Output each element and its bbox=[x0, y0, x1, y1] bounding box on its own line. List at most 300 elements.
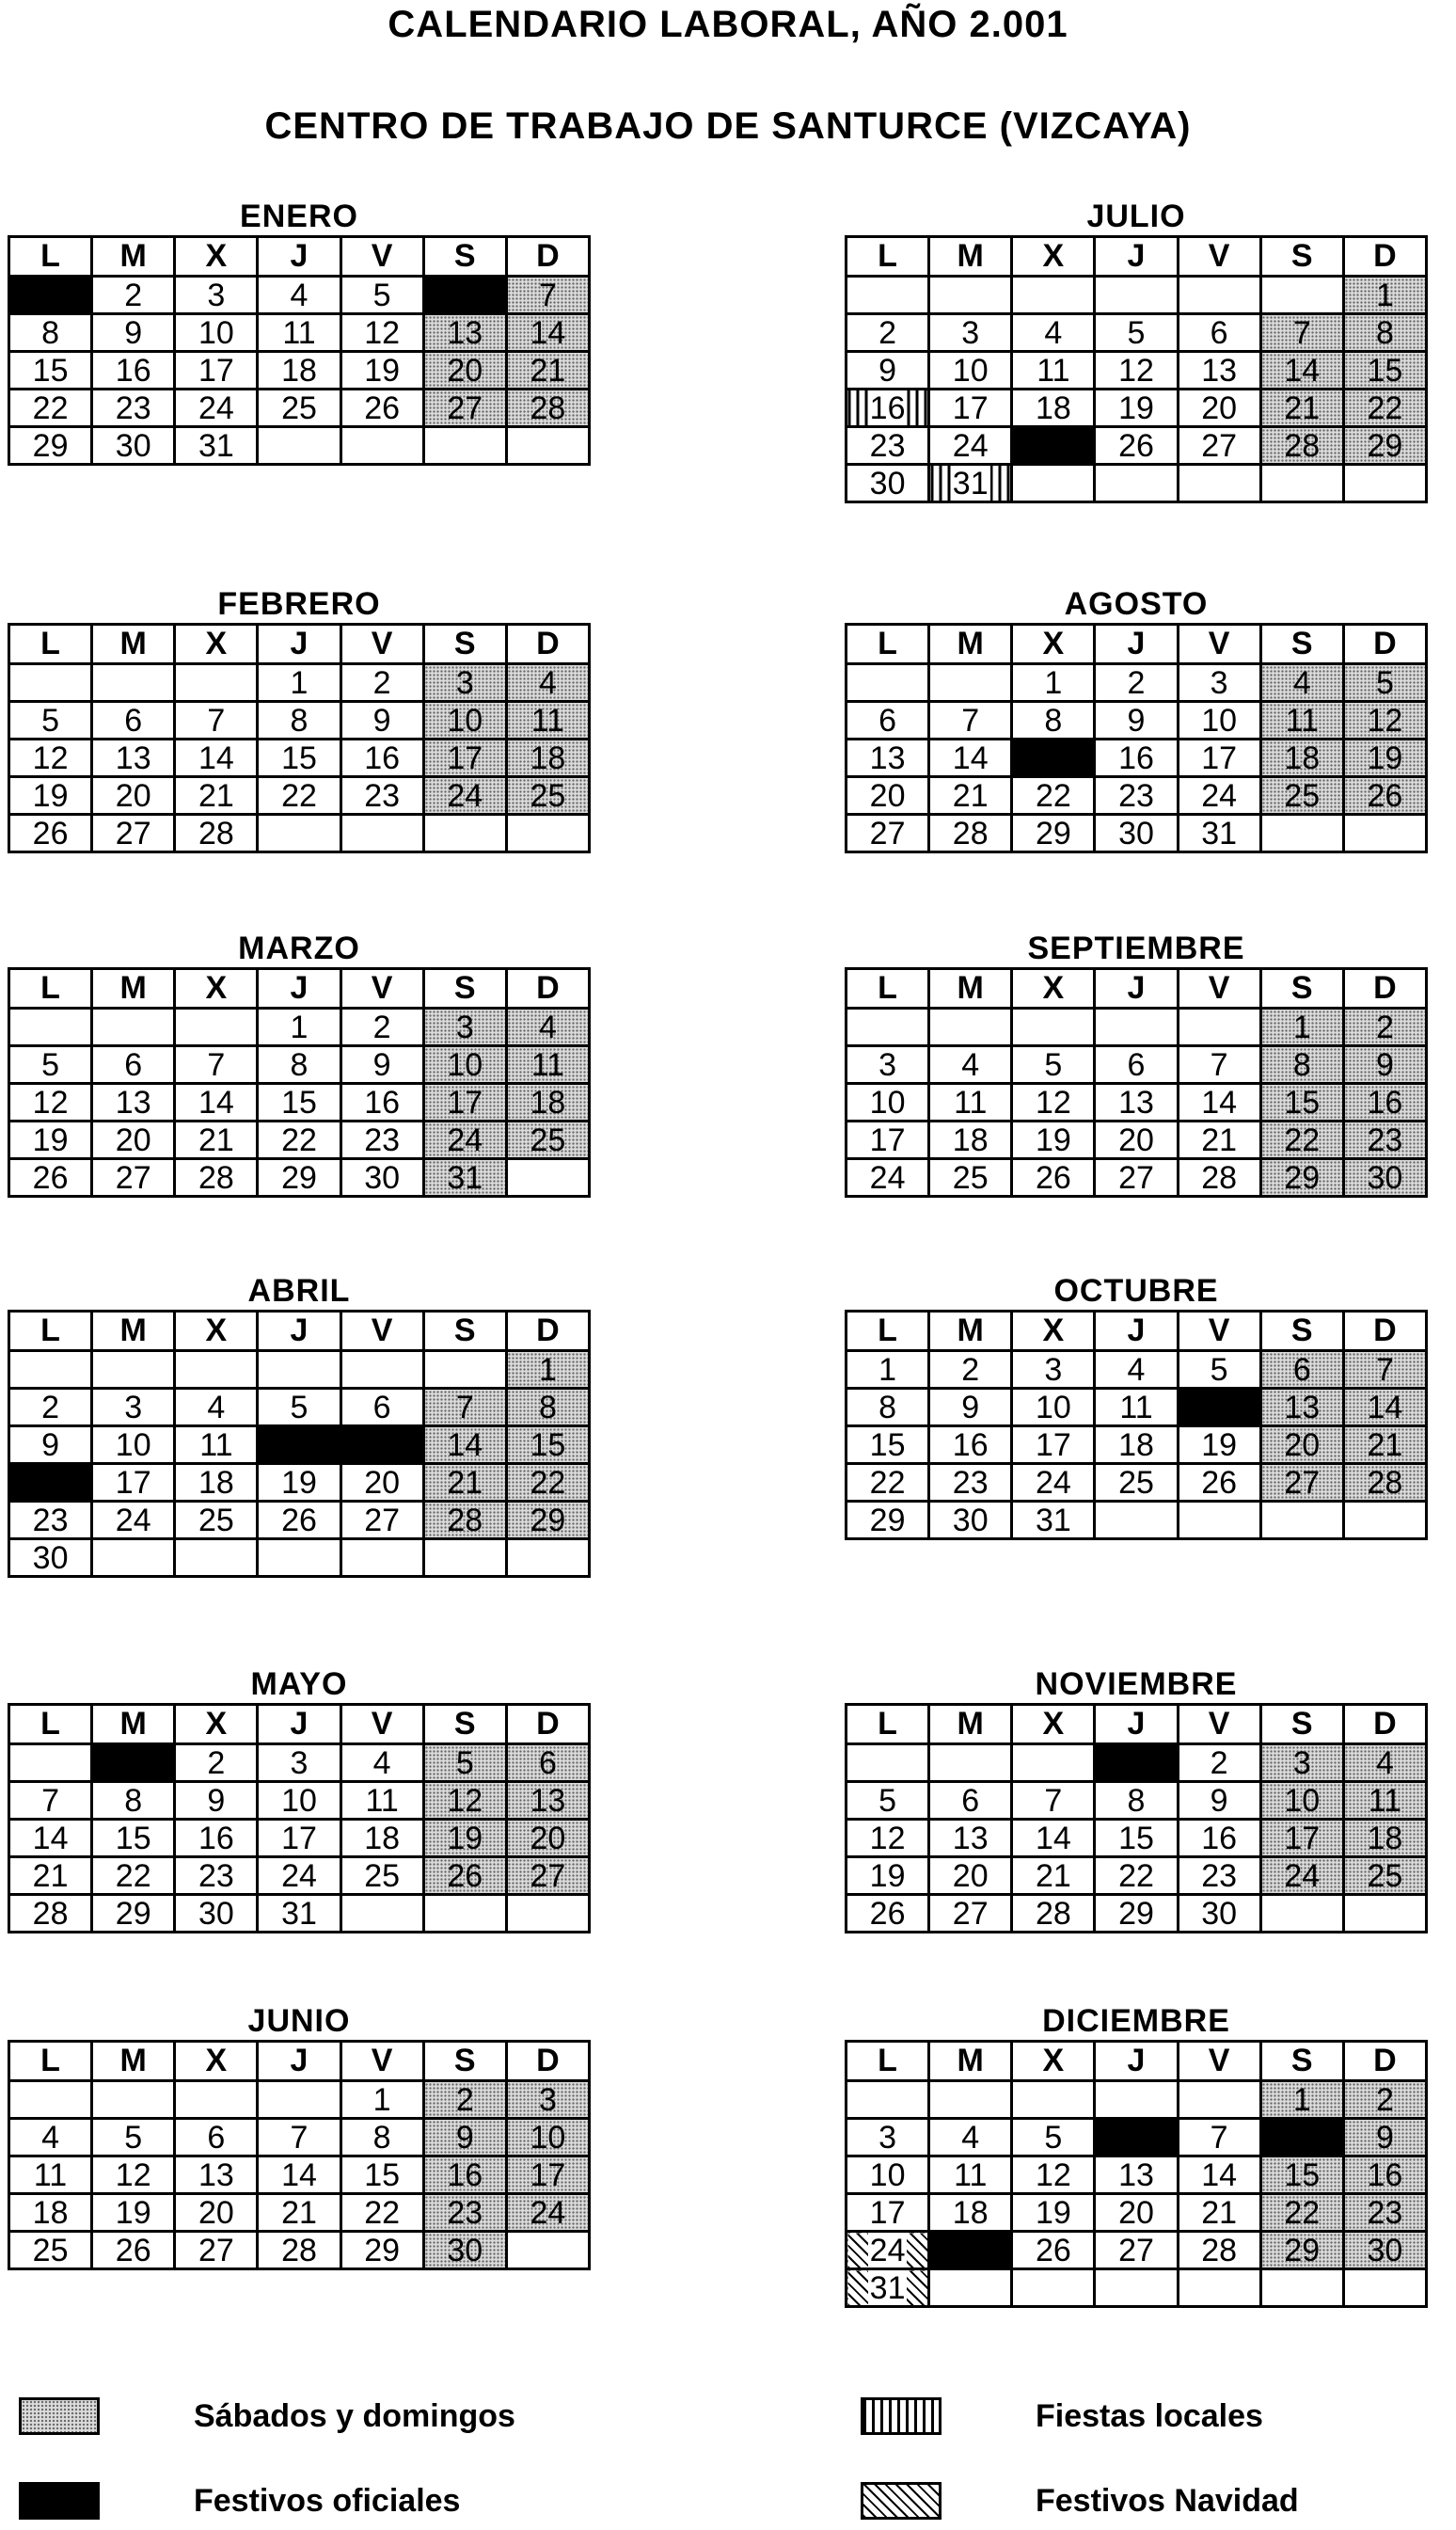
day-cell: 22 bbox=[258, 1122, 340, 1159]
weekday-header: M bbox=[92, 1705, 175, 1744]
day-cell: 21 bbox=[9, 1857, 92, 1895]
day-cell: 19 bbox=[9, 1122, 92, 1159]
empty-day-cell bbox=[175, 2081, 258, 2119]
weekday-header: X bbox=[1012, 625, 1095, 664]
day-cell: 12 bbox=[1012, 2156, 1095, 2194]
empty-day-cell bbox=[340, 427, 423, 465]
month-calendar-febrero bbox=[8, 585, 591, 853]
day-cell: 14 bbox=[9, 1820, 92, 1857]
day-cell: 11 bbox=[1095, 1389, 1178, 1426]
day-number: 31 bbox=[869, 2269, 906, 2306]
day-cell: 10 bbox=[92, 1426, 175, 1464]
empty-day-cell bbox=[1260, 2269, 1343, 2307]
month-name: FEBRERO bbox=[217, 586, 381, 622]
week-row bbox=[847, 314, 1427, 352]
weekday-header: V bbox=[340, 625, 423, 664]
weekday-header: L bbox=[9, 969, 92, 1009]
day-cell: 31 bbox=[258, 1895, 340, 1933]
month-table bbox=[845, 235, 1428, 503]
empty-day-cell bbox=[92, 1351, 175, 1389]
week-row bbox=[847, 2081, 1427, 2119]
week-row bbox=[9, 1464, 590, 1502]
day-cell: 12 bbox=[1012, 1084, 1095, 1122]
day-cell: 13 bbox=[175, 2156, 258, 2194]
week-row bbox=[847, 2194, 1427, 2232]
day-cell: 20 bbox=[1178, 390, 1260, 427]
week-row bbox=[9, 1895, 590, 1933]
weekday-header: L bbox=[9, 625, 92, 664]
day-cell: 10 bbox=[847, 1084, 929, 1122]
day-cell: 5 bbox=[92, 2119, 175, 2156]
weekend-day-cell: 9 bbox=[423, 2119, 506, 2156]
week-row bbox=[847, 1389, 1427, 1426]
week-row bbox=[847, 1046, 1427, 1084]
day-cell: 20 bbox=[92, 777, 175, 815]
weekday-header: V bbox=[1178, 969, 1260, 1009]
week-row bbox=[9, 1539, 590, 1577]
month-name: NOVIEMBRE bbox=[1035, 1666, 1238, 1702]
weekday-header: L bbox=[9, 2042, 92, 2081]
weekday-header: D bbox=[506, 625, 589, 664]
day-cell: 13 bbox=[1095, 1084, 1178, 1122]
day-cell: 17 bbox=[1012, 1426, 1095, 1464]
weekday-header: X bbox=[1012, 969, 1095, 1009]
day-cell: 19 bbox=[92, 2194, 175, 2232]
weekday-header: V bbox=[340, 2042, 423, 2081]
week-row bbox=[847, 2156, 1427, 2194]
week-row bbox=[9, 2156, 590, 2194]
day-cell: 2 bbox=[9, 1389, 92, 1426]
weekday-header: V bbox=[340, 237, 423, 277]
week-row bbox=[9, 1389, 590, 1426]
day-cell: 13 bbox=[1095, 2156, 1178, 2194]
weekend-day-cell: 15 bbox=[506, 1426, 589, 1464]
weekend-day-cell: 26 bbox=[423, 1857, 506, 1895]
week-row bbox=[847, 1857, 1427, 1895]
day-cell: 18 bbox=[258, 352, 340, 390]
weekend-day-cell: 27 bbox=[423, 390, 506, 427]
day-cell: 9 bbox=[340, 702, 423, 740]
weekday-header: V bbox=[340, 1312, 423, 1351]
day-cell: 18 bbox=[1095, 1426, 1178, 1464]
day-cell: 2 bbox=[847, 314, 929, 352]
day-cell: 28 bbox=[175, 815, 258, 852]
empty-day-cell bbox=[1178, 465, 1260, 502]
empty-day-cell bbox=[92, 1539, 175, 1577]
day-cell: 16 bbox=[340, 1084, 423, 1122]
day-cell: 10 bbox=[175, 314, 258, 352]
day-cell: 24 bbox=[175, 390, 258, 427]
weekday-header: D bbox=[1343, 969, 1426, 1009]
weekend-day-cell: 29 bbox=[1260, 1159, 1343, 1197]
empty-day-cell bbox=[506, 427, 589, 465]
day-number: 16 bbox=[869, 390, 906, 426]
official-holiday-cell: 25 bbox=[929, 2232, 1012, 2269]
weekday-header: J bbox=[1095, 237, 1178, 277]
weekday-header-row bbox=[847, 1705, 1427, 1744]
week-row bbox=[9, 1159, 590, 1197]
day-cell: 9 bbox=[929, 1389, 1012, 1426]
empty-day-cell bbox=[1343, 2269, 1426, 2307]
day-cell: 22 bbox=[92, 1857, 175, 1895]
week-row bbox=[847, 1351, 1427, 1389]
day-cell: 26 bbox=[9, 1159, 92, 1197]
empty-day-cell bbox=[340, 1895, 423, 1933]
empty-day-cell bbox=[258, 427, 340, 465]
weekday-header: D bbox=[1343, 237, 1426, 277]
week-row bbox=[9, 1857, 590, 1895]
weekend-day-cell: 14 bbox=[1343, 1389, 1426, 1426]
weekday-header: S bbox=[423, 2042, 506, 2081]
empty-day-cell bbox=[929, 2269, 1012, 2307]
day-cell: 17 bbox=[1178, 740, 1260, 777]
empty-day-cell bbox=[1012, 2269, 1095, 2307]
weekend-day-cell: 15 bbox=[1260, 2156, 1343, 2194]
day-cell: 14 bbox=[1012, 1820, 1095, 1857]
christmas-holiday-cell bbox=[847, 2232, 929, 2269]
day-cell: 28 bbox=[175, 1159, 258, 1197]
day-cell: 27 bbox=[92, 1159, 175, 1197]
day-cell: 30 bbox=[929, 1502, 1012, 1539]
empty-day-cell bbox=[340, 1351, 423, 1389]
day-cell: 16 bbox=[175, 1820, 258, 1857]
day-cell: 26 bbox=[340, 390, 423, 427]
week-row bbox=[9, 2081, 590, 2119]
day-cell: 12 bbox=[92, 2156, 175, 2194]
day-cell: 18 bbox=[929, 1122, 1012, 1159]
weekend-day-cell: 4 bbox=[506, 1009, 589, 1046]
day-cell: 17 bbox=[929, 390, 1012, 427]
month-calendar-marzo bbox=[8, 930, 591, 1198]
weekday-header: M bbox=[92, 1312, 175, 1351]
day-cell: 26 bbox=[258, 1502, 340, 1539]
weekend-day-cell: 5 bbox=[423, 1744, 506, 1782]
day-cell: 29 bbox=[92, 1895, 175, 1933]
day-cell: 11 bbox=[175, 1426, 258, 1464]
weekend-day-cell: 11 bbox=[1343, 1782, 1426, 1820]
weekend-day-cell: 7 bbox=[1343, 1351, 1426, 1389]
day-cell: 21 bbox=[929, 777, 1012, 815]
day-cell: 8 bbox=[9, 314, 92, 352]
official-holiday-cell: 6 bbox=[423, 277, 506, 314]
day-cell: 19 bbox=[1178, 1426, 1260, 1464]
month-name: JULIO bbox=[1086, 199, 1186, 234]
day-cell: 20 bbox=[340, 1464, 423, 1502]
weekend-day-cell: 16 bbox=[423, 2156, 506, 2194]
day-cell: 27 bbox=[847, 815, 929, 852]
weekday-header: J bbox=[1095, 2042, 1178, 2081]
day-cell: 26 bbox=[1095, 427, 1178, 465]
weekday-header: S bbox=[423, 1705, 506, 1744]
day-cell: 21 bbox=[175, 1122, 258, 1159]
day-cell: 27 bbox=[175, 2232, 258, 2269]
weekday-header: S bbox=[1260, 969, 1343, 1009]
empty-day-cell bbox=[506, 1539, 589, 1577]
day-cell: 28 bbox=[1178, 1159, 1260, 1197]
day-cell: 24 bbox=[92, 1502, 175, 1539]
weekday-header-row bbox=[9, 2042, 590, 2081]
empty-day-cell bbox=[9, 2081, 92, 2119]
week-row bbox=[847, 352, 1427, 390]
weekend-day-cell: 6 bbox=[506, 1744, 589, 1782]
empty-day-cell bbox=[847, 2081, 929, 2119]
legend-label: Festivos oficiales bbox=[194, 2483, 461, 2519]
day-cell: 28 bbox=[258, 2232, 340, 2269]
weekday-header: M bbox=[92, 969, 175, 1009]
day-cell: 21 bbox=[175, 777, 258, 815]
weekend-day-cell: 6 bbox=[1260, 1351, 1343, 1389]
day-cell: 17 bbox=[847, 1122, 929, 1159]
month-name: DICIEMBRE bbox=[1042, 2003, 1230, 2039]
day-cell: 27 bbox=[1095, 2232, 1178, 2269]
weekday-header: X bbox=[175, 237, 258, 277]
empty-day-cell bbox=[506, 1159, 589, 1197]
weekend-day-cell: 17 bbox=[1260, 1820, 1343, 1857]
weekday-header: D bbox=[506, 2042, 589, 2081]
empty-day-cell bbox=[1012, 1744, 1095, 1782]
empty-day-cell bbox=[929, 277, 1012, 314]
day-cell: 4 bbox=[340, 1744, 423, 1782]
day-cell: 14 bbox=[258, 2156, 340, 2194]
weekend-day-cell: 23 bbox=[1343, 1122, 1426, 1159]
weekend-day-cell: 10 bbox=[423, 702, 506, 740]
week-row bbox=[9, 1046, 590, 1084]
day-cell: 9 bbox=[1095, 702, 1178, 740]
day-cell: 4 bbox=[258, 277, 340, 314]
weekday-header: L bbox=[9, 1705, 92, 1744]
day-cell: 31 bbox=[1178, 815, 1260, 852]
week-row bbox=[847, 1426, 1427, 1464]
day-cell: 6 bbox=[92, 1046, 175, 1084]
weekday-header: J bbox=[1095, 1312, 1178, 1351]
month-calendar-junio bbox=[8, 2002, 591, 2270]
month-table bbox=[845, 1703, 1428, 1933]
weekend-day-cell: 3 bbox=[423, 664, 506, 702]
day-cell: 18 bbox=[1012, 390, 1095, 427]
day-cell: 4 bbox=[929, 2119, 1012, 2156]
weekday-header: V bbox=[1178, 2042, 1260, 2081]
month-calendar-diciembre bbox=[845, 2002, 1428, 2308]
weekday-header: S bbox=[1260, 1312, 1343, 1351]
weekend-day-cell: 2 bbox=[1343, 2081, 1426, 2119]
day-cell: 23 bbox=[175, 1857, 258, 1895]
day-cell: 31 bbox=[1012, 1502, 1095, 1539]
day-cell: 9 bbox=[847, 352, 929, 390]
month-calendar-octubre bbox=[845, 1272, 1428, 1540]
weekend-day-cell: 18 bbox=[506, 740, 589, 777]
official-holiday-cell: 15 bbox=[1012, 740, 1095, 777]
empty-day-cell bbox=[1260, 1895, 1343, 1933]
official-holiday-cell: 13 bbox=[340, 1426, 423, 1464]
week-row bbox=[9, 2232, 590, 2269]
day-cell: 9 bbox=[175, 1782, 258, 1820]
day-cell: 3 bbox=[92, 1389, 175, 1426]
day-cell: 4 bbox=[9, 2119, 92, 2156]
weekend-day-cell: 18 bbox=[1343, 1820, 1426, 1857]
weekend-day-cell: 29 bbox=[506, 1502, 589, 1539]
day-cell: 7 bbox=[258, 2119, 340, 2156]
day-cell: 2 bbox=[1095, 664, 1178, 702]
day-cell: 13 bbox=[929, 1820, 1012, 1857]
official-holiday-cell: 12 bbox=[1178, 1389, 1260, 1426]
empty-day-cell bbox=[9, 1009, 92, 1046]
weekday-header: L bbox=[9, 237, 92, 277]
weekend-day-cell: 26 bbox=[1343, 777, 1426, 815]
week-row bbox=[847, 2269, 1427, 2307]
weekend-day-cell: 27 bbox=[506, 1857, 589, 1895]
empty-day-cell bbox=[847, 1009, 929, 1046]
empty-day-cell bbox=[175, 1009, 258, 1046]
weekend-day-cell: 22 bbox=[1260, 2194, 1343, 2232]
day-cell: 20 bbox=[1095, 1122, 1178, 1159]
day-cell: 6 bbox=[175, 2119, 258, 2156]
weekend-day-cell: 21 bbox=[506, 352, 589, 390]
empty-day-cell bbox=[258, 815, 340, 852]
week-row bbox=[9, 277, 590, 314]
empty-day-cell bbox=[1178, 1502, 1260, 1539]
day-cell: 15 bbox=[9, 352, 92, 390]
weekend-day-cell: 21 bbox=[1260, 390, 1343, 427]
weekday-header: M bbox=[92, 237, 175, 277]
day-cell: 30 bbox=[340, 1159, 423, 1197]
week-row bbox=[9, 1084, 590, 1122]
weekend-day-cell: 8 bbox=[1343, 314, 1426, 352]
day-cell: 29 bbox=[340, 2232, 423, 2269]
day-cell: 3 bbox=[1012, 1351, 1095, 1389]
day-cell: 16 bbox=[1095, 740, 1178, 777]
weekend-day-cell: 24 bbox=[423, 777, 506, 815]
day-cell: 26 bbox=[847, 1895, 929, 1933]
empty-day-cell bbox=[9, 1744, 92, 1782]
weekday-header: S bbox=[1260, 625, 1343, 664]
day-cell: 31 bbox=[175, 427, 258, 465]
weekend-day-cell: 30 bbox=[1343, 2232, 1426, 2269]
weekday-header: D bbox=[506, 237, 589, 277]
month-name: JUNIO bbox=[247, 2003, 351, 2039]
weekend-day-cell: 28 bbox=[1260, 427, 1343, 465]
weekend-day-cell: 27 bbox=[1260, 1464, 1343, 1502]
week-row bbox=[847, 277, 1427, 314]
day-cell: 23 bbox=[1178, 1857, 1260, 1895]
official-holiday-cell: 1 bbox=[1095, 1744, 1178, 1782]
day-cell: 12 bbox=[847, 1820, 929, 1857]
weekday-header-row bbox=[847, 2042, 1427, 2081]
weekday-header: S bbox=[423, 1312, 506, 1351]
empty-day-cell bbox=[1095, 2081, 1178, 2119]
empty-day-cell bbox=[506, 2232, 589, 2269]
weekday-header: J bbox=[258, 1312, 340, 1351]
day-cell: 4 bbox=[929, 1046, 1012, 1084]
day-cell: 14 bbox=[175, 740, 258, 777]
day-cell: 3 bbox=[847, 1046, 929, 1084]
month-table bbox=[8, 1310, 591, 1578]
weekday-header: J bbox=[1095, 969, 1178, 1009]
day-cell: 17 bbox=[258, 1820, 340, 1857]
week-row bbox=[9, 1122, 590, 1159]
week-row bbox=[9, 664, 590, 702]
weekend-day-cell: 4 bbox=[1343, 1744, 1426, 1782]
weekend-day-cell: 13 bbox=[423, 314, 506, 352]
empty-day-cell bbox=[9, 1351, 92, 1389]
day-cell: 8 bbox=[92, 1782, 175, 1820]
weekday-header: V bbox=[340, 969, 423, 1009]
day-cell: 28 bbox=[9, 1895, 92, 1933]
day-cell: 29 bbox=[1095, 1895, 1178, 1933]
empty-day-cell bbox=[1095, 465, 1178, 502]
weekend-day-cell: 28 bbox=[1343, 1464, 1426, 1502]
day-cell: 22 bbox=[9, 390, 92, 427]
weekend-day-cell: 15 bbox=[1260, 1084, 1343, 1122]
day-cell: 19 bbox=[1012, 2194, 1095, 2232]
day-cell: 21 bbox=[1012, 1857, 1095, 1895]
day-cell: 3 bbox=[258, 1744, 340, 1782]
month-calendar-agosto bbox=[845, 585, 1428, 853]
day-cell: 7 bbox=[1178, 2119, 1260, 2156]
day-cell: 10 bbox=[258, 1782, 340, 1820]
legend-swatch bbox=[861, 2482, 942, 2520]
day-cell: 6 bbox=[92, 702, 175, 740]
day-cell: 23 bbox=[847, 427, 929, 465]
day-cell: 13 bbox=[847, 740, 929, 777]
week-row bbox=[847, 1820, 1427, 1857]
day-cell: 9 bbox=[340, 1046, 423, 1084]
empty-day-cell bbox=[1343, 815, 1426, 852]
week-row bbox=[847, 1084, 1427, 1122]
day-cell: 6 bbox=[1178, 314, 1260, 352]
day-cell: 18 bbox=[175, 1464, 258, 1502]
day-cell: 26 bbox=[1012, 2232, 1095, 2269]
empty-day-cell bbox=[1260, 277, 1343, 314]
day-cell: 22 bbox=[1095, 1857, 1178, 1895]
week-row bbox=[9, 1009, 590, 1046]
day-cell: 4 bbox=[175, 1389, 258, 1426]
day-cell: 14 bbox=[1178, 1084, 1260, 1122]
day-cell: 22 bbox=[258, 777, 340, 815]
legend-label: Fiestas locales bbox=[1036, 2398, 1263, 2434]
day-cell: 1 bbox=[847, 1351, 929, 1389]
empty-day-cell bbox=[1095, 277, 1178, 314]
week-row bbox=[9, 777, 590, 815]
empty-day-cell bbox=[929, 1744, 1012, 1782]
day-cell: 23 bbox=[340, 1122, 423, 1159]
weekend-day-cell: 24 bbox=[423, 1122, 506, 1159]
day-cell: 7 bbox=[1178, 1046, 1260, 1084]
day-cell: 23 bbox=[929, 1464, 1012, 1502]
weekday-header: J bbox=[1095, 625, 1178, 664]
day-cell: 25 bbox=[929, 1159, 1012, 1197]
week-row bbox=[9, 1782, 590, 1820]
weekday-header: V bbox=[1178, 625, 1260, 664]
day-cell: 19 bbox=[847, 1857, 929, 1895]
month-calendar-abril bbox=[8, 1272, 591, 1578]
empty-day-cell bbox=[258, 1351, 340, 1389]
day-cell: 20 bbox=[175, 2194, 258, 2232]
day-cell: 12 bbox=[1095, 352, 1178, 390]
day-cell: 17 bbox=[175, 352, 258, 390]
weekday-header: J bbox=[258, 237, 340, 277]
empty-day-cell bbox=[92, 2081, 175, 2119]
empty-day-cell bbox=[423, 427, 506, 465]
month-name: ENERO bbox=[240, 199, 358, 234]
day-cell: 29 bbox=[258, 1159, 340, 1197]
day-cell: 19 bbox=[9, 777, 92, 815]
weekday-header: L bbox=[847, 1705, 929, 1744]
weekend-day-cell: 29 bbox=[1343, 427, 1426, 465]
weekend-day-cell: 12 bbox=[1343, 702, 1426, 740]
day-cell: 3 bbox=[175, 277, 258, 314]
week-row bbox=[9, 1744, 590, 1782]
day-cell: 29 bbox=[1012, 815, 1095, 852]
